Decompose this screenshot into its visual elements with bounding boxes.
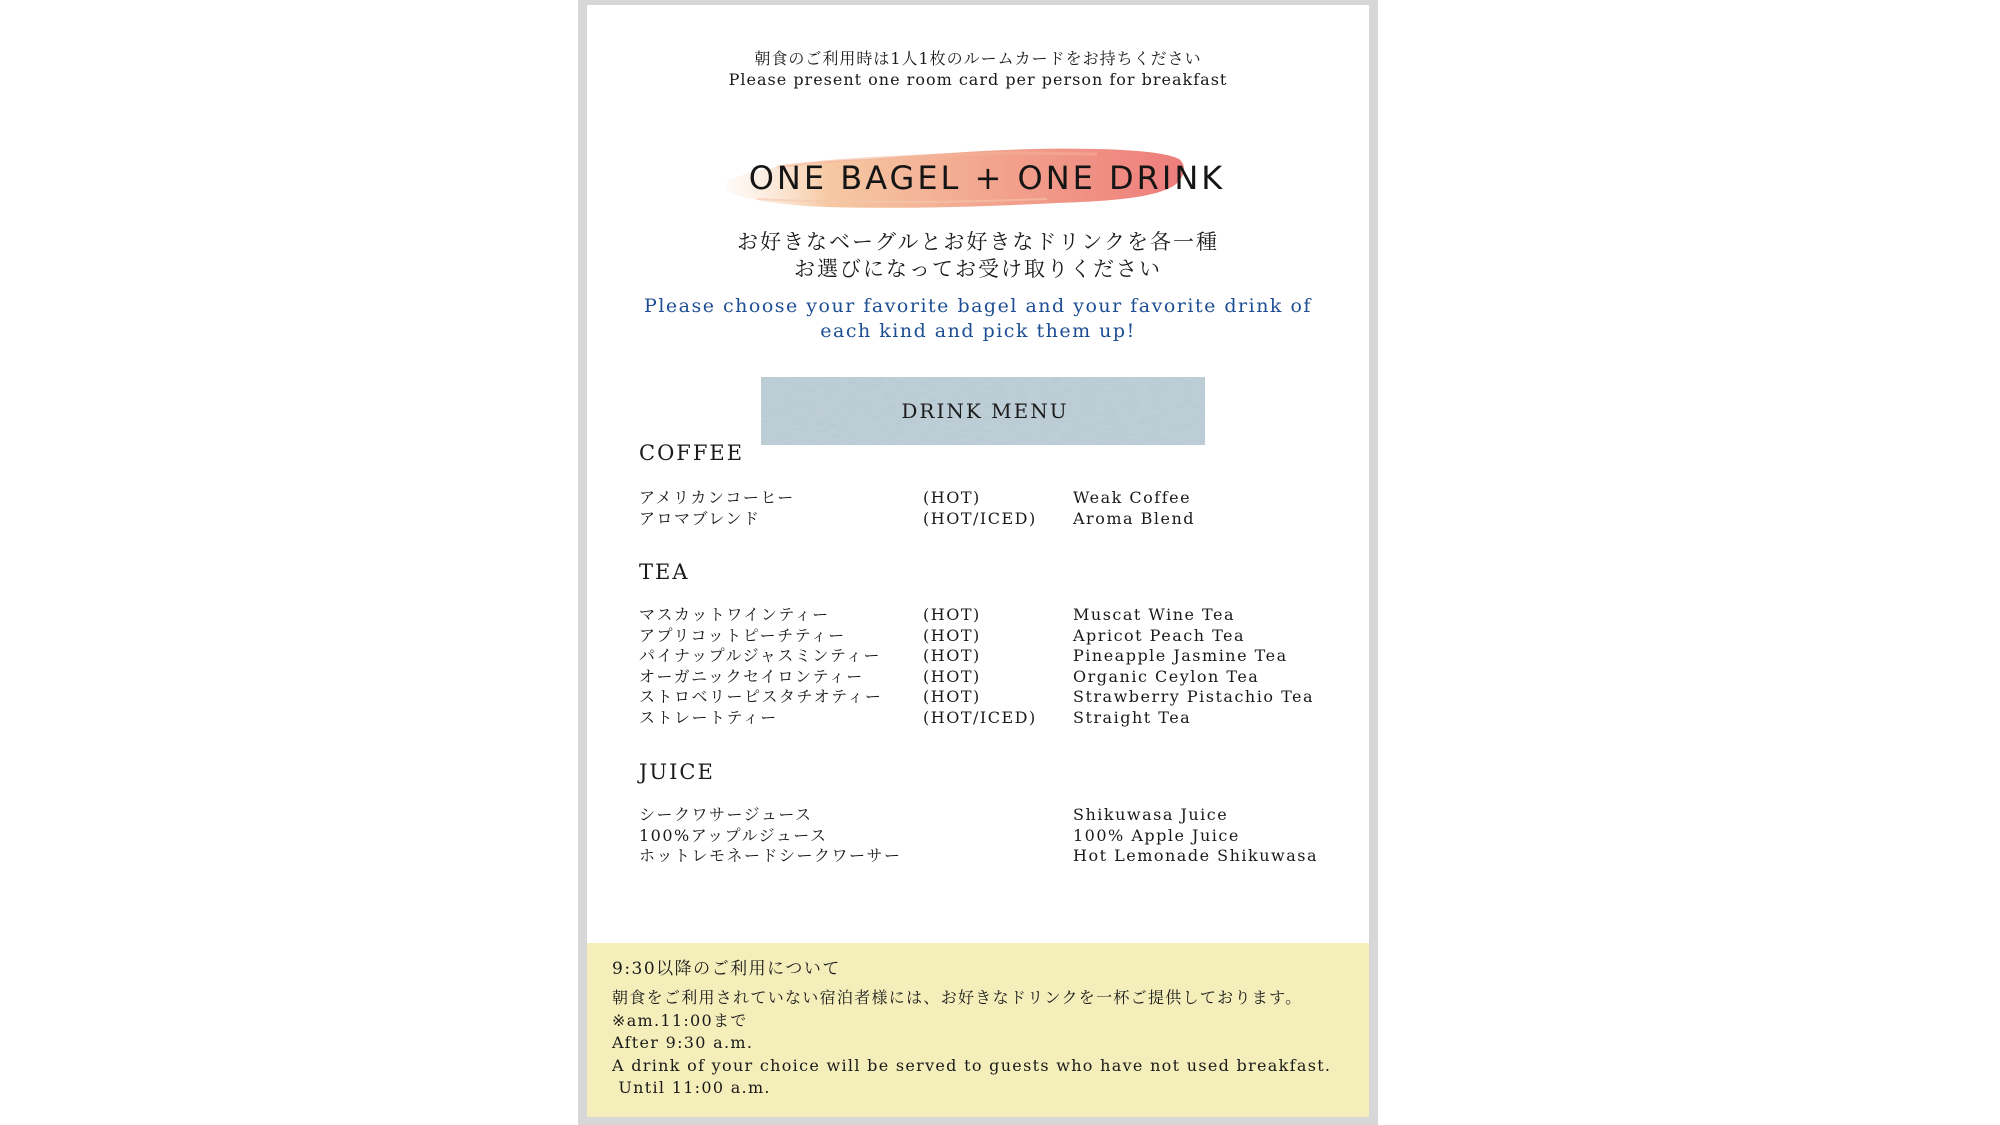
- after-930-notice: [587, 943, 1369, 1117]
- item-name-jp: ホットレモネードシークワーサー: [639, 846, 902, 865]
- item-temperature: (HOT): [923, 605, 981, 624]
- lead-jp-line1: お好きなベーグルとお好きなドリンクを各一種: [737, 230, 1219, 254]
- notice-en: Please present one room card per person for breakfast: [728, 70, 1228, 89]
- headline: ONE BAGEL + ONE DRINK: [748, 159, 1226, 197]
- list-item: [639, 646, 1319, 667]
- item-temperature: (HOT): [923, 687, 981, 706]
- drink-menu-banner: [761, 377, 1205, 445]
- juice-list: [639, 805, 1319, 867]
- item-name-jp: シークワサージュース: [639, 805, 813, 824]
- item-name-en: Pineapple Jasmine Tea: [1073, 646, 1288, 665]
- item-name-jp: ストロベリーピスタチオティー: [639, 687, 883, 706]
- section-title-juice: JUICE: [639, 760, 715, 784]
- item-temperature: (HOT): [923, 666, 981, 686]
- list-item: [639, 626, 1319, 647]
- list-item: [639, 708, 1319, 729]
- lead-jp-line2: お選びになってお受け取りください: [794, 257, 1162, 281]
- item-name-jp: アロマブレンド: [639, 508, 761, 528]
- list-item: [639, 667, 1319, 688]
- item-name-jp: オーガニックセイロンティー: [639, 666, 864, 686]
- notice-jp: 朝食のご利用時は1人1枚のルームカードをお持ちください: [754, 49, 1202, 68]
- item-temperature: (HOT): [923, 646, 981, 665]
- item-name-en: Hot Lemonade Shikuwasa: [1073, 846, 1319, 865]
- list-item: [639, 509, 1319, 530]
- footer-line: ※am.11:00まで: [612, 1010, 748, 1030]
- item-temperature: (HOT/ICED): [923, 707, 1037, 727]
- item-name-en: Shikuwasa Juice: [1073, 805, 1229, 824]
- item-name-jp: パイナップルジャスミンティー: [639, 646, 882, 665]
- item-name-en: Strawberry Pistachio Tea: [1073, 687, 1315, 706]
- lead-en: [587, 294, 1369, 344]
- footer-line: A drink of your choice will be served to guests who have not used breakfast.: [612, 1055, 1332, 1075]
- item-temperature: (HOT): [923, 625, 981, 645]
- footer-body: [612, 987, 1331, 1100]
- section-title-tea: TEA: [639, 560, 690, 584]
- item-name-en: Organic Ceylon Tea: [1073, 666, 1260, 686]
- lead-jp: [587, 229, 1369, 283]
- list-item: [639, 805, 1319, 826]
- list-item: [639, 846, 1319, 867]
- footer-line: After 9:30 a.m.: [612, 1033, 754, 1052]
- coffee-list: [639, 488, 1319, 529]
- drink-menu-title: DRINK MENU: [901, 399, 1069, 423]
- item-name-jp: 100%アップルジュース: [639, 825, 828, 845]
- list-item: [639, 605, 1319, 626]
- item-temperature: (HOT): [923, 488, 981, 507]
- menu-sheet: [587, 5, 1369, 1117]
- item-name-en: Muscat Wine Tea: [1073, 605, 1235, 624]
- item-name-en: Straight Tea: [1073, 707, 1192, 727]
- footer-title: 9:30以降のご利用について: [612, 959, 841, 979]
- item-name-en: 100% Apple Juice: [1073, 825, 1240, 845]
- tea-list: [639, 605, 1319, 728]
- item-name-jp: マスカットワインティー: [639, 605, 830, 624]
- list-item: [639, 826, 1319, 847]
- item-name-en: Aroma Blend: [1073, 508, 1196, 528]
- footer-line: 朝食をご利用されていない宿泊者様には、お好きなドリンクを一杯ご提供しております。: [612, 988, 1303, 1007]
- list-item: [639, 488, 1319, 509]
- list-item: [639, 687, 1319, 708]
- room-card-notice: [587, 48, 1369, 90]
- section-title-coffee: COFFEE: [639, 441, 745, 465]
- item-name-jp: アプリコットピーチティー: [639, 625, 846, 645]
- item-name-en: Weak Coffee: [1073, 488, 1192, 507]
- item-name-en: Apricot Peach Tea: [1073, 625, 1246, 645]
- lead-en-line2: each kind and pick them up!: [820, 320, 1136, 342]
- item-name-jp: ストレートティー: [639, 707, 778, 727]
- footer-line: Until 11:00 a.m.: [612, 1078, 771, 1097]
- item-temperature: (HOT/ICED): [923, 508, 1037, 528]
- lead-en-line1: Please choose your favorite bagel and your favorite drink of: [644, 295, 1312, 317]
- item-name-jp: アメリカンコーヒー: [639, 488, 795, 507]
